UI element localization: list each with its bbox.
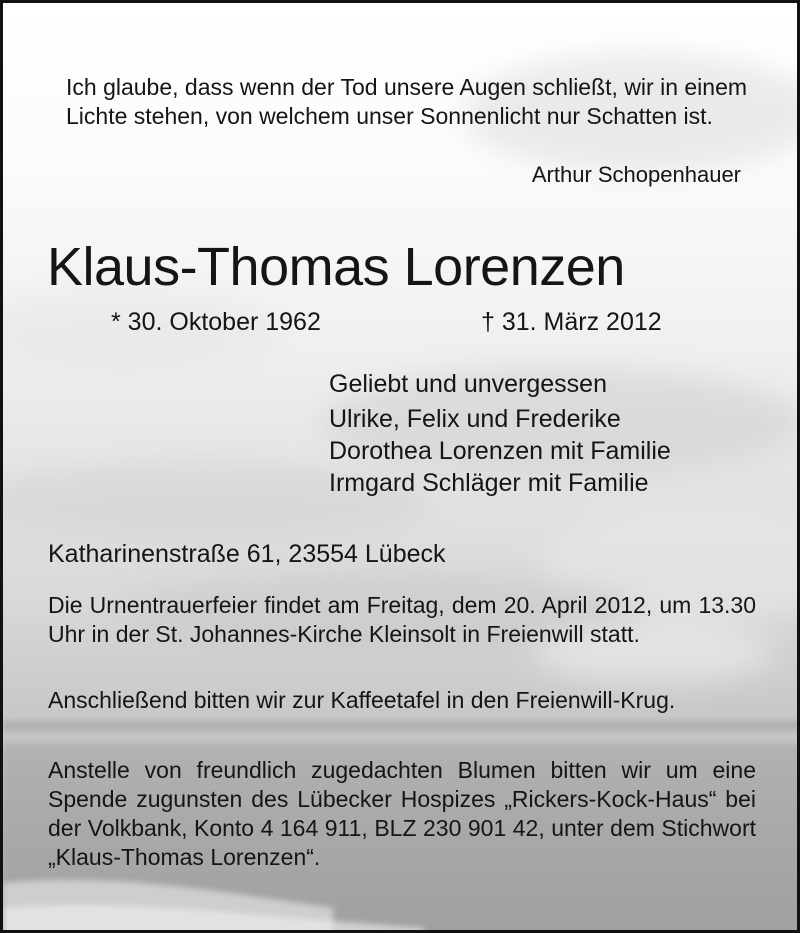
motto-quote: Ich glaube, dass wenn der Tod unsere Augen schließt, wir in einem Lichte stehen, von welchem unser Sonnenlicht nur Schatten ist.: [66, 74, 748, 129]
mourner-name: Ulrike, Felix und Frederike: [329, 405, 621, 433]
ceremony-paragraph: Die Urnentrauerfeier findet am Freitag, dem 20. April 2012, um 13.30 Uhr in der St. Johannes-Kirche Kleinsolt in Freienwill statt.: [48, 592, 756, 647]
mourners-intro: Geliebt und unvergessen: [329, 370, 607, 398]
notice-content: [3, 3, 800, 933]
mourner-name: Irmgard Schläger mit Familie: [329, 469, 649, 497]
birth-date: * 30. Oktober 1962: [111, 308, 321, 336]
deceased-name: Klaus-Thomas Lorenzen: [47, 237, 625, 297]
mourners-block: [329, 368, 671, 499]
motto-author: Arthur Schopenhauer: [531, 162, 741, 187]
address: Katharinenstraße 61, 23554 Lübeck: [48, 540, 446, 568]
donation-paragraph: Anstelle von freundlich zugedachten Blumen bitten wir um eine Spende zugunsten des Lübecker Hospizes „Rickers-Kock-Haus“ bei der Volkbank, Konto 4 164 911, BLZ 230 901 42, unter dem Stichwort „Klaus-Thomas Lorenzen“.: [48, 757, 756, 870]
mourner-name: Dorothea Lorenzen mit Familie: [329, 437, 671, 465]
reception-paragraph: Anschließend bitten wir zur Kaffeetafel in den Freienwill-Krug.: [48, 687, 676, 713]
death-date: † 31. März 2012: [481, 308, 662, 336]
